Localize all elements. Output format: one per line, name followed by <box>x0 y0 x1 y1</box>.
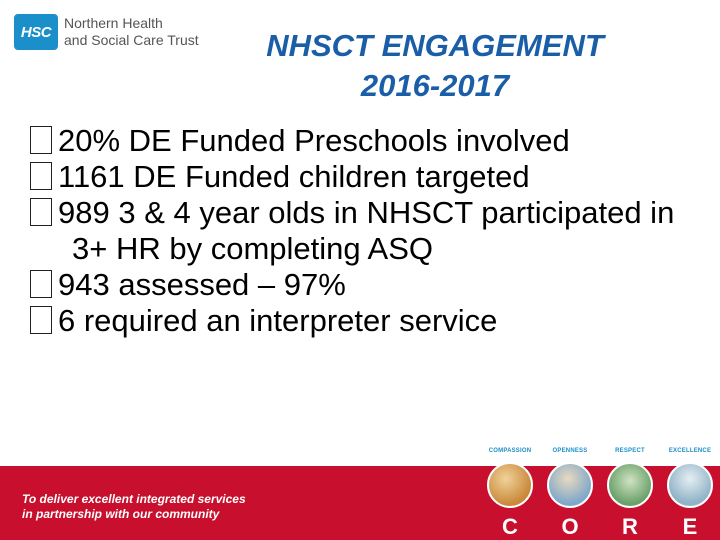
core-letter: E <box>682 514 698 539</box>
core-label: COMPASSION <box>488 448 532 454</box>
bullet-box-icon <box>30 270 52 298</box>
bullet-box-icon <box>30 306 52 334</box>
openness-photo <box>547 462 593 508</box>
bullet-item <box>30 267 710 303</box>
trust-logo <box>14 14 199 50</box>
title-line-2: 2016-2017 <box>360 68 510 103</box>
tagline-line-2: in partnership with our community <box>22 507 220 521</box>
tagline-line-1: To deliver excellent integrated services <box>22 492 246 506</box>
bullet-box-icon <box>30 198 52 226</box>
core-label: EXCELLENCE <box>668 448 712 454</box>
bullet-text: 20% DE Funded Preschools involved <box>58 123 570 158</box>
core-value-respect <box>600 448 660 540</box>
bullet-item <box>30 123 710 159</box>
org-name-line-2: and Social Care Trust <box>64 32 199 48</box>
core-value-openness <box>540 448 600 540</box>
core-value-excellence <box>660 448 720 540</box>
core-values <box>480 448 720 540</box>
bullet-text: 943 assessed – 97% <box>58 267 346 302</box>
core-letter: R <box>622 514 638 539</box>
bullet-text: 1161 DE Funded children targeted <box>58 159 530 194</box>
org-name-line-1: Northern Health <box>64 15 163 31</box>
core-label: RESPECT <box>615 448 645 454</box>
slide-title <box>200 26 670 106</box>
compassion-photo <box>487 462 533 508</box>
respect-photo <box>607 462 653 508</box>
bullet-item <box>30 159 710 195</box>
footer-tagline <box>22 492 282 522</box>
bullet-text: 989 3 & 4 year olds in NHSCT participated in 3+ HR by completing ASQ <box>58 195 675 266</box>
core-letter: C <box>502 514 518 539</box>
core-value-compassion <box>480 448 540 540</box>
bullet-item <box>30 195 710 267</box>
bullet-text: 6 required an interpreter service <box>58 303 498 338</box>
bullet-list <box>30 123 710 339</box>
hsc-logo-badge: HSC <box>14 14 58 50</box>
bullet-box-icon <box>30 162 52 190</box>
org-name <box>64 15 199 49</box>
title-line-1: NHSCT ENGAGEMENT <box>266 28 604 63</box>
bullet-box-icon <box>30 126 52 154</box>
core-label: OPENNESS <box>552 448 588 454</box>
core-letter: O <box>561 514 579 539</box>
bullet-item <box>30 303 710 339</box>
excellence-photo <box>667 462 713 508</box>
